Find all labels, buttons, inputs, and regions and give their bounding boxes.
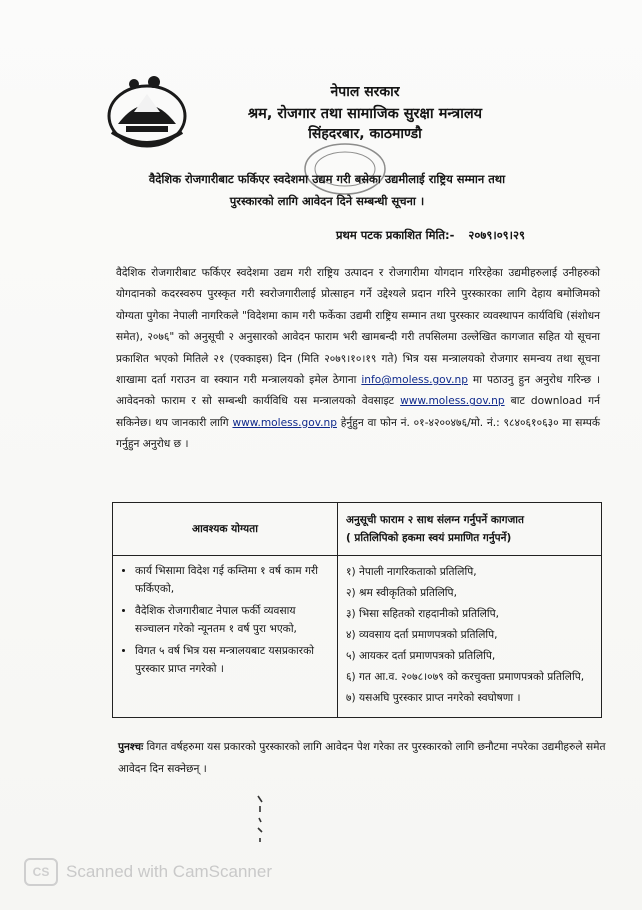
website-link-2[interactable]: www.moless.gov.np bbox=[232, 416, 337, 429]
email-link[interactable]: info@moless.gov.np bbox=[361, 374, 468, 387]
ministry-address: सिंहदरबार, काठमाण्डौ bbox=[308, 126, 422, 142]
list-item: ४) व्यवसाय दर्ता प्रमाणपत्रको प्रतिलिपि, bbox=[345, 629, 498, 641]
camscanner-watermark bbox=[24, 858, 272, 886]
watermark-text: Scanned with CamScanner bbox=[66, 862, 273, 881]
list-item: ६) गत आ.व. २०७८।०७९ को करचुक्ता प्रमाणपत्रको प्रतिलिपि, bbox=[345, 671, 585, 683]
notice-body: वैदेशिक रोजगारीबाट फर्किएर स्वदेशमा उद्यम गरी राष्ट्रिय उत्पादन र रोजगारीमा योगदान गरिरहेका उद्यमीहरुलाई उनीहरुको योगदानको कदरस्वरुप पुरस्कृत गरी स्वरोजगारीलाई प्रोत्साहन गर्ने उद्देश्यले प्रदान गरिने पुरस्कारका लागि देहाय बमोजिमको योग्यता पुगेका नेपाली नागरिकले "विदेशमा काम गरी फर्केका उद्यमी राष्ट्रिय सम्मान तथा पुरस्कार व्यवस्थापन कार्यविधि (संशोधन समेत), २०७६" को अनुसूची २ अनुसारको आवेदन फाराम भरी खामबन्दी गरी तपसिलमा उल्लेखित कागजात सहित यो सूचना प्रकाशित भएको मितिले २१ (एक्काइस) दिन (मिति २०७९।१०।१९ गते) भित्र यस मन्त्रालयको रोजगार समन्वय तथा सूचना शाखामा दर्ता गराउन वा स्क्यान गरी मन्त्रालयको इमेल ठेगाना info@moless.gov.np मा पठाउनु हुन अनुरोध गरिन्छ ।आवेदनको फाराम र सो सम्बन्धी कार्यविधि यस मन्त्रालयको वेवसाइट www.moless.gov.np बाट download गर्न सकिनेछ। थप जानकारी लागि www.moless.gov.np हेर्नुहुन वा फोन नं. ०१-४२००४७६/मो. नं.: ९८४०६१०६३० मा सम्पर्क गर्नुहुन अनुरोध छ । bbox=[116, 267, 601, 451]
list-item: २) श्रम स्वीकृतिको प्रतिलिपि, bbox=[345, 587, 457, 599]
notice-subject: वैदेशिक रोजगारीबाट फर्किएर स्वदेशमा उद्यम गरी बसेका उद्यमीलाई राष्ट्रिय सम्मान तथा पुरस्कारको लागि आवेदन दिने सम्बन्धी सूचना । bbox=[148, 172, 506, 208]
list-item: ७) यसअघि पुरस्कार प्राप्त नगरेको स्वघोषणा । bbox=[345, 692, 521, 704]
documents-list bbox=[337, 556, 601, 718]
ministry-name: श्रम, रोजगार तथा सामाजिक सुरक्षा मन्त्रालय bbox=[247, 106, 483, 122]
list-item: • विगत ५ वर्ष भित्र यस मन्त्रालयबाट यसप्रकारको पुरस्कार प्राप्त नगरेको । bbox=[135, 642, 329, 678]
camscanner-logo: CS bbox=[24, 858, 58, 886]
list-item: ५) आयकर दर्ता प्रमाणपत्रको प्रतिलिपि, bbox=[345, 650, 496, 662]
government-name: नेपाल सरकार bbox=[330, 84, 400, 100]
postscript-note: पुनश्चः विगत वर्षहरुमा यस प्रकारको पुरस्कारको लागि आवेदन पेश गरेका तर पुरस्कारको लागि छनौटमा नपरेका उद्यमीहरुले समेत आवेदन दिन सक्नेछन् । bbox=[118, 741, 606, 775]
nepal-emblem-icon bbox=[104, 66, 190, 152]
list-item: ३) भिसा सहितको राहदानीको प्रतिलिपि, bbox=[345, 608, 500, 620]
list-item: • वैदेशिक रोजगारीबाट नेपाल फर्की व्यवसाय सञ्चालन गरेको न्यूनतम १ वर्ष पुरा भएको, bbox=[135, 602, 329, 638]
requirements-table bbox=[112, 502, 602, 718]
list-item: १) नेपाली नागरिकताको प्रतिलिपि, bbox=[345, 566, 477, 578]
list-item: • कार्य भिसामा विदेश गई कम्तिमा १ वर्ष काम गरी फर्किएको, bbox=[135, 562, 329, 598]
qualification-list bbox=[113, 556, 338, 718]
website-link[interactable]: www.moless.gov.np bbox=[400, 395, 505, 408]
publication-date: प्रथम पटक प्रकाशित मिति:- २०७९।०९।२९ bbox=[336, 228, 525, 242]
documents-header: अनुसूची फाराम २ साथ संलग्न गर्नुपर्ने कागजात ( प्रतिलिपिको हकमा स्वयं प्रमाणित गर्नुपर्ने) bbox=[337, 503, 601, 556]
qualification-header: आवश्यक योग्यता bbox=[113, 503, 338, 556]
signature-mark-icon bbox=[250, 792, 270, 847]
